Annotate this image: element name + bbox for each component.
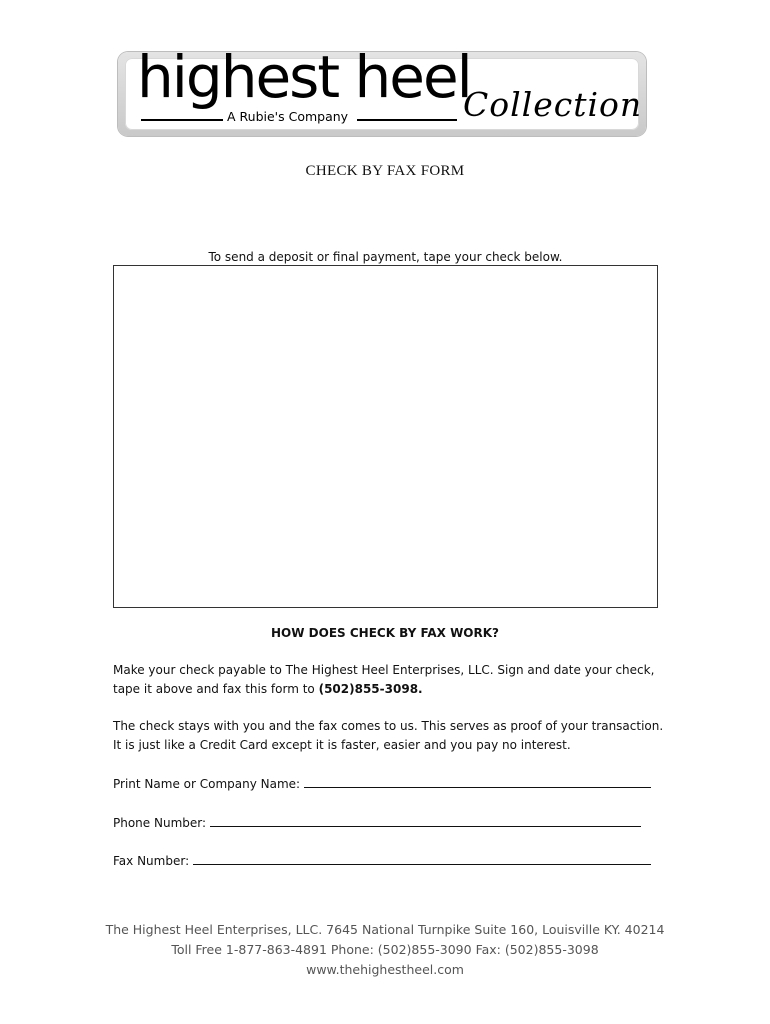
name-field	[113, 775, 651, 791]
form-title: CHECK BY FAX FORM	[305, 163, 465, 179]
name-field-label: Print Name or Company Name:	[113, 777, 301, 791]
footer-address: The Highest Heel Enterprises, LLC. 7645 National Turnpike Suite 160, Louisville KY. 40214	[105, 922, 665, 937]
footer-website: www.thehighestheel.com	[306, 962, 464, 977]
logo-wordmark: highest heel	[137, 43, 471, 111]
logo-rule-right	[357, 119, 457, 121]
fax-field-label: Fax Number:	[113, 854, 190, 868]
fax-field-line[interactable]	[193, 852, 651, 865]
phone-field-label: Phone Number:	[113, 816, 207, 830]
footer-phones: Toll Free 1-877-863-4891 Phone: (502)855-3090 Fax: (502)855-3098	[171, 942, 599, 957]
check-placement-box	[113, 265, 658, 608]
check-instruction: To send a deposit or final payment, tape your check below.	[208, 250, 563, 264]
payment-instructions-text: Make your check payable to The Highest Heel Enterprises, LLC. Sign and date your check, tape it above and fax this form to	[113, 663, 655, 696]
company-logo	[118, 43, 646, 136]
explanation-paragraph: The check stays with you and the fax comes to us. This serves as proof of your transaction. It is just like a Credit Card except it is faster, easier and you pay no interest.	[113, 719, 664, 752]
payment-instructions	[113, 661, 673, 699]
name-field-line[interactable]	[304, 775, 651, 788]
fax-number-bold: (502)855-3098.	[318, 682, 423, 696]
phone-field-line[interactable]	[210, 814, 641, 827]
phone-field	[113, 814, 641, 830]
logo-script: Collection	[463, 85, 643, 124]
section-heading: HOW DOES CHECK BY FAX WORK?	[271, 626, 499, 640]
logo-panel	[125, 43, 643, 130]
fax-field	[113, 852, 651, 868]
logo-rule-left	[141, 119, 223, 121]
logo-tagline: A Rubie's Company	[227, 109, 349, 124]
